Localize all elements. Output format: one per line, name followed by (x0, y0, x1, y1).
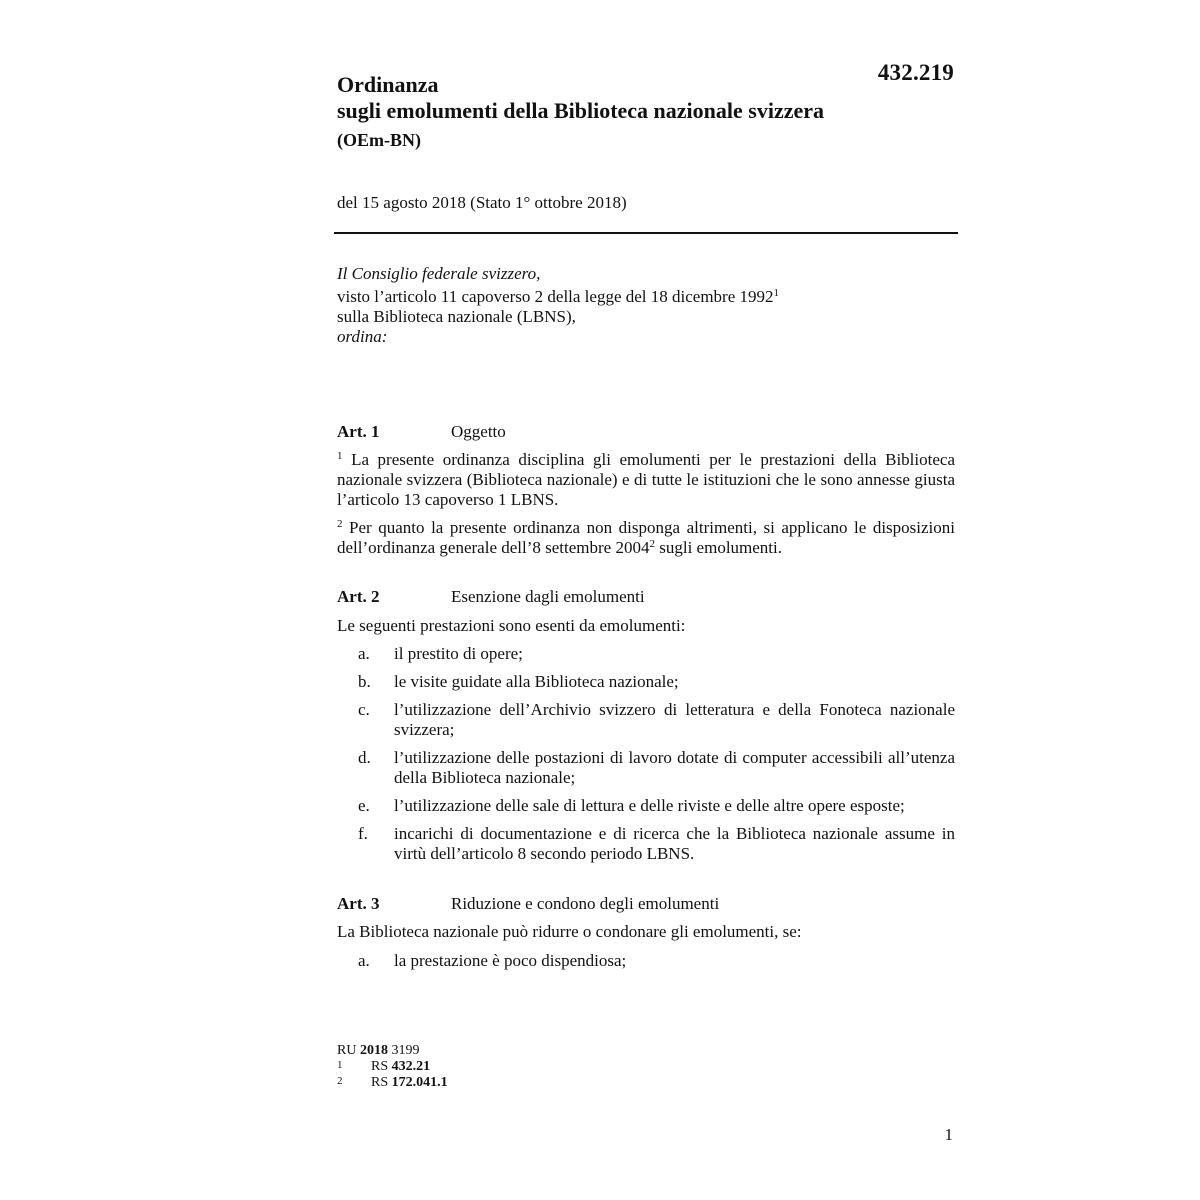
document-date: del 15 agosto 2018 (Stato 1° ottobre 2018) (337, 193, 627, 212)
list-item: c. l’utilizzazione dell’Archivio svizzero di letteratura e della Fonoteca nazionale svizzera; (358, 700, 955, 739)
page-number: 1 (944, 1125, 953, 1144)
title-abbreviation: (OEm-BN) (337, 130, 421, 150)
article-3-heading (337, 894, 719, 914)
list-item: a. il prestito di opere; (358, 644, 523, 663)
header-divider (334, 232, 958, 234)
list-item: b. le visite guidate alla Biblioteca nazionale; (358, 672, 679, 691)
article-3-intro: La Biblioteca nazionale può ridurre o condonare gli emolumenti, se: (337, 922, 802, 941)
article-2-title: Esenzione dagli emolumenti (451, 587, 645, 606)
article-1-heading (337, 422, 506, 442)
list-item: d. l’utilizzazione delle postazioni di lavoro dotate di computer accessibili all’utenza della Biblioteca nazionale; (358, 748, 955, 787)
article-2-intro: Le seguenti prestazioni sono esenti da emolumenti: (337, 616, 686, 635)
article-1-number: Art. 1 (337, 422, 380, 441)
document-title (337, 72, 897, 152)
list-item: f. incarichi di documentazione e di ricerca che la Biblioteca nazionale assume in virtù dell’articolo 8 secondo periodo LBNS. (358, 824, 955, 863)
article-3-title: Riduzione e condono degli emolumenti (451, 894, 720, 913)
sr-number: 432.219 (877, 60, 954, 85)
footer-notes (337, 1043, 448, 1091)
official-compilation-ref: RU 2018 3199 (337, 1043, 420, 1058)
article-3-number: Art. 3 (337, 894, 380, 913)
article-1-paragraph-1: $^1$ La presente ordinanza disciplina gli emolumenti per le prestazioni della Biblioteca nazionale svizzera (Biblioteca nazionale) e di tutte le istituzioni che le sono annesse giusta l’articolo 13 capoverso 1 LBNS. (337, 449, 955, 509)
title-line-2: sugli emolumenti della Biblioteca nazionale svizzera (337, 98, 825, 123)
preamble (337, 264, 955, 347)
article-2-number: Art. 2 (337, 587, 380, 606)
preamble-basis-1: visto l’articolo 11 capoverso 2 della legge del 18 dicembre 1992$^1$ (337, 286, 780, 306)
footnote-2: 2 RS 172.041.1 (337, 1075, 448, 1090)
preamble-decree: ordina: (337, 327, 388, 346)
article-1-paragraph-2: $^2$ Per quanto la presente ordinanza non disponga altrimenti, si applicano le disposizioni dell’ordinanza generale dell’8 settembre 2004$^2$ sugli emolumenti. (337, 517, 955, 557)
article-2-list (337, 644, 955, 872)
preamble-authority: Il Consiglio federale svizzero, (337, 264, 541, 283)
title-line-1: Ordinanza (337, 72, 439, 97)
footnote-ref-2[interactable]: 2 (649, 537, 655, 550)
footnote-1: 1 RS 432.21 (337, 1059, 431, 1074)
article-1-title: Oggetto (451, 422, 506, 441)
list-item: a. la prestazione è poco dispendiosa; (358, 951, 627, 970)
preamble-basis-2: sulla Biblioteca nazionale (LBNS), (337, 307, 576, 326)
article-2-heading (337, 587, 645, 607)
list-item: e. l’utilizzazione delle sale di lettura e delle riviste e delle altre opere esposte; (358, 796, 905, 815)
article-3-list (337, 951, 955, 979)
footnote-ref-1[interactable]: 1 (773, 286, 780, 299)
